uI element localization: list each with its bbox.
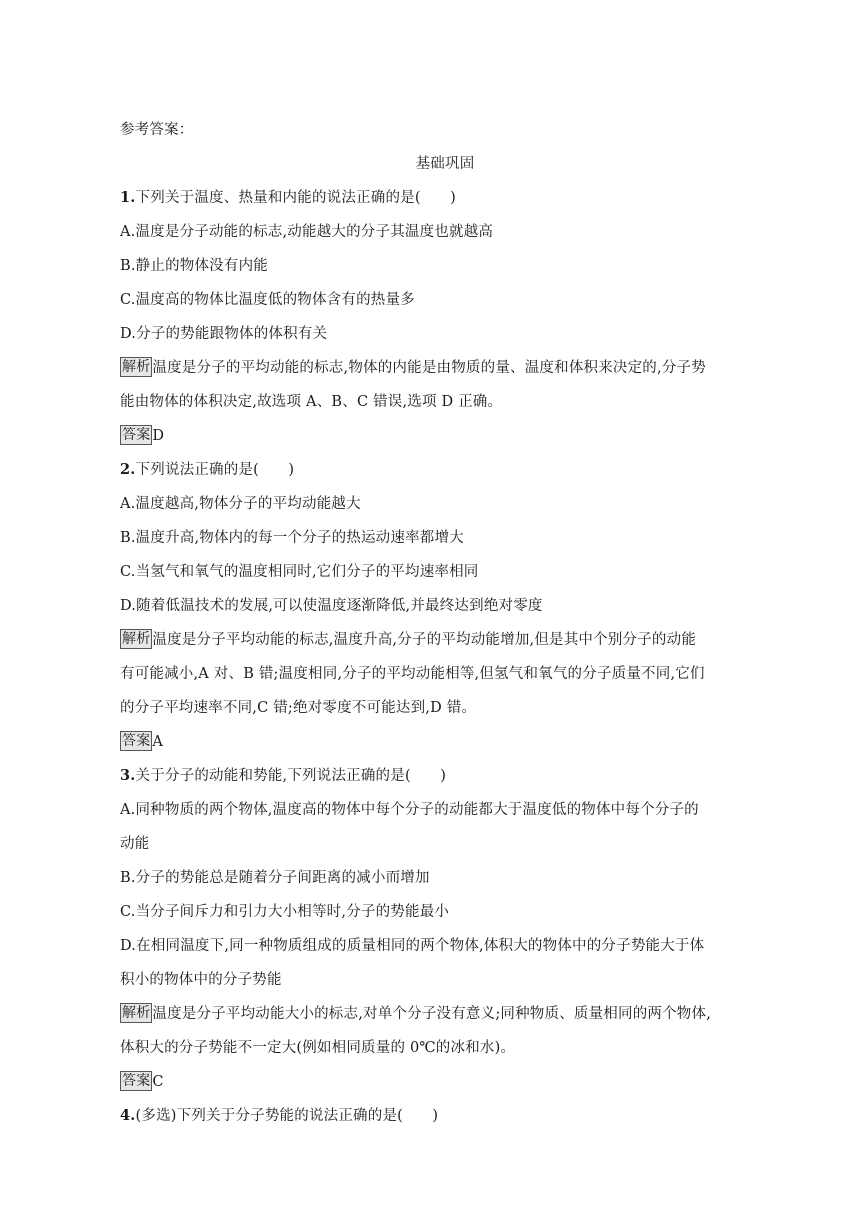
question-number: 4. bbox=[120, 1107, 136, 1124]
question-text: 下列关于温度、热量和内能的说法正确的是( ) bbox=[135, 190, 456, 206]
question-number: 3. bbox=[120, 767, 136, 784]
question-text: 关于分子的动能和势能,下列说法正确的是( ) bbox=[135, 768, 447, 784]
question-1 bbox=[120, 181, 740, 453]
option-c: C.温度高的物体比温度低的物体含有的热量多 bbox=[120, 292, 415, 308]
question-number: 2. bbox=[120, 461, 136, 478]
analysis-line: 有可能减小,A 对、B 错;温度相同,分子的平均动能相等,但氢气和氧气的分子质量不同,它们 bbox=[120, 666, 705, 682]
answer-tag: 答案 bbox=[122, 1073, 151, 1089]
analysis-text: 温度是分子的平均动能的标志,物体的内能是由物质的量、温度和体积来决定的,分子势 bbox=[152, 360, 706, 376]
analysis-line bbox=[120, 623, 740, 657]
analysis-text: 温度是分子平均动能大小的标志,对单个分子没有意义;同种物质、质量相同的两个物体, bbox=[152, 1006, 712, 1022]
question-stem bbox=[120, 453, 740, 487]
analysis-tag: 解析 bbox=[122, 1005, 151, 1021]
question-2 bbox=[120, 453, 740, 759]
option-b: B.分子的势能总是随着分子间距离的减小而增加 bbox=[120, 870, 430, 886]
question-text: (多选)下列关于分子势能的说法正确的是( ) bbox=[135, 1108, 439, 1124]
answer-value: C bbox=[152, 1074, 164, 1090]
option-a: A.温度是分子动能的标志,动能越大的分子其温度也就越高 bbox=[120, 224, 494, 240]
question-text: 下列说法正确的是( ) bbox=[135, 462, 295, 478]
analysis-line: 能由物体的体积决定,故选项 A、B、C 错误,选项 D 正确。 bbox=[120, 394, 503, 410]
analysis-line: 的分子平均速率不同,C 错;绝对零度不可能达到,D 错。 bbox=[120, 700, 477, 716]
question-stem bbox=[120, 759, 740, 793]
option-b: B.静止的物体没有内能 bbox=[120, 258, 268, 274]
option-d: D.分子的势能跟物体的体积有关 bbox=[120, 326, 328, 342]
analysis-line bbox=[120, 997, 740, 1031]
answer-tag: 答案 bbox=[122, 427, 151, 443]
analysis-line bbox=[120, 351, 740, 385]
option-a-continued: 动能 bbox=[120, 836, 150, 852]
question-3 bbox=[120, 759, 740, 1099]
answer-line bbox=[120, 725, 740, 759]
question-stem bbox=[120, 1099, 740, 1133]
option-d: D.在相同温度下,同一种物质组成的质量相同的两个物体,体积大的物体中的分子势能大于体 bbox=[120, 938, 705, 954]
question-number: 1. bbox=[120, 189, 136, 206]
option-b: B.温度升高,物体内的每一个分子的热运动速率都增大 bbox=[120, 530, 464, 546]
answer-value: D bbox=[152, 428, 165, 444]
answer-tag: 答案 bbox=[122, 733, 151, 749]
option-c: C.当分子间斥力和引力大小相等时,分子的势能最小 bbox=[120, 904, 450, 920]
option-a: A.同种物质的两个物体,温度高的物体中每个分子的动能都大于温度低的物体中每个分子的 bbox=[120, 802, 699, 818]
answer-line bbox=[120, 419, 740, 453]
question-4 bbox=[120, 1099, 740, 1133]
analysis-tag: 解析 bbox=[122, 631, 151, 647]
option-d-continued: 积小的物体中的分子势能 bbox=[120, 972, 282, 988]
option-d: D.随着低温技术的发展,可以使温度逐渐降低,并最终达到绝对零度 bbox=[120, 598, 543, 614]
option-c: C.当氢气和氧气的温度相同时,它们分子的平均速率相同 bbox=[120, 564, 479, 580]
option-a: A.温度越高,物体分子的平均动能越大 bbox=[120, 496, 361, 512]
analysis-text: 温度是分子平均动能的标志,温度升高,分子的平均动能增加,但是其中个别分子的动能 bbox=[152, 632, 697, 648]
answer-value: A bbox=[152, 734, 164, 750]
answer-line bbox=[120, 1065, 740, 1099]
answer-key-header: 参考答案： bbox=[120, 122, 194, 138]
analysis-tag: 解析 bbox=[122, 359, 151, 375]
analysis-line: 体积大的分子势能不一定大(例如相同质量的 0℃的冰和水)。 bbox=[120, 1040, 516, 1056]
section-title: 基础巩固 bbox=[415, 156, 475, 172]
question-stem bbox=[120, 181, 740, 215]
